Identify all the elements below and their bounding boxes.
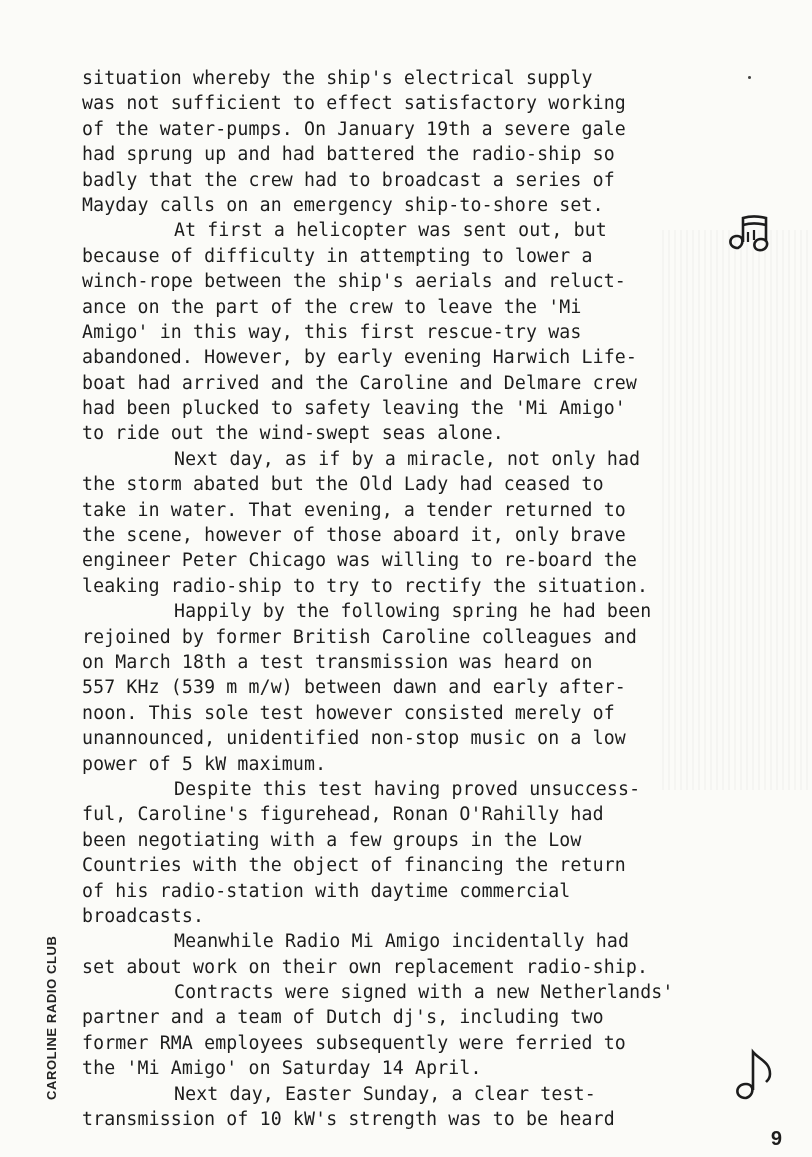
text-line: broadcasts. [82, 905, 205, 927]
text-line: set about work on their own replacement radio-ship. [82, 956, 649, 978]
text-line: on March 18th a test transmission was heard on [82, 651, 593, 673]
text-line: of the water-pumps. On January 19th a severe gale [82, 118, 626, 140]
music-notes-icon [724, 212, 772, 258]
article-body [82, 66, 782, 1132]
text-line: ance on the part of the crew to leave the 'Mi [82, 296, 582, 318]
text-line: power of 5 kW maximum. [82, 753, 327, 775]
text-line: had been plucked to safety leaving the 'Mi Amigo' [82, 398, 626, 420]
text-line: Amigo' in this way, this first rescue-try was [82, 321, 582, 343]
text-line: because of difficulty in attempting to lower a [82, 245, 593, 267]
text-line: the scene, however of those aboard it, only brave [82, 525, 626, 547]
caroline-radio-club-label: CAROLINE RADIO CLUB [44, 935, 59, 1100]
text-line: Despite this test having proved unsuccess- [174, 778, 641, 800]
text-line: leaking radio-ship to try to rectify the situation. [82, 575, 649, 597]
text-line: was not sufficient to effect satisfactory working [82, 93, 626, 115]
text-line: badly that the crew had to broadcast a series of [82, 169, 615, 191]
text-line: had sprung up and had battered the radio-ship so [82, 144, 615, 166]
text-line: Meanwhile Radio Mi Amigo incidentally had [174, 931, 630, 953]
page-number: 9 [770, 1128, 782, 1150]
text-line: engineer Peter Chicago was willing to re-board the [82, 550, 637, 572]
text-line: boat had arrived and the Caroline and Delmare crew [82, 372, 637, 394]
text-line: ful, Caroline's figurehead, Ronan O'Rahilly had [82, 804, 604, 826]
text-line: Contracts were signed with a new Netherlands' [174, 982, 674, 1004]
text-line: winch-rope between the ship's aerials and reluct- [82, 271, 626, 293]
text-line: Countries with the object of financing the return [82, 855, 626, 877]
text-line: Next day, as if by a miracle, not only had [174, 448, 641, 470]
text-line: been negotiating with a few groups in the Low [82, 829, 582, 851]
text-line: At first a helicopter was sent out, but [174, 220, 607, 242]
text-line: partner and a team of Dutch dj's, including two [82, 1007, 604, 1029]
text-line: noon. This sole test however consisted merely of [82, 702, 615, 724]
text-line: to ride out the wind-swept seas alone. [82, 423, 504, 445]
text-line: of his radio-station with daytime commercial [82, 880, 571, 902]
text-line: take in water. That evening, a tender returned to [82, 499, 626, 521]
text-line: unannounced, unidentified non-stop music on a low [82, 728, 626, 750]
text-line: Mayday calls on an emergency ship-to-shore set. [82, 194, 604, 216]
text-line: situation whereby the ship's electrical supply [82, 68, 593, 89]
text-line: Next day, Easter Sunday, a clear test- [174, 1083, 596, 1105]
text-line: the 'Mi Amigo' on Saturday 14 April. [82, 1058, 482, 1080]
text-line: rejoined by former British Caroline colleagues and [82, 626, 637, 648]
text-line: former RMA employees subsequently were ferried to [82, 1032, 626, 1054]
text-line: the storm abated but the Old Lady had ceased to [82, 474, 604, 496]
text-line: 557 KHz (539 m m/w) between dawn and early after- [82, 677, 626, 699]
text-line: transmission of 10 kW's strength was to be heard [82, 1109, 615, 1131]
music-note-icon [732, 1046, 776, 1104]
text-line: abandoned. However, by early evening Harwich Life- [82, 347, 637, 369]
text-line: Happily by the following spring he had been [174, 601, 652, 623]
